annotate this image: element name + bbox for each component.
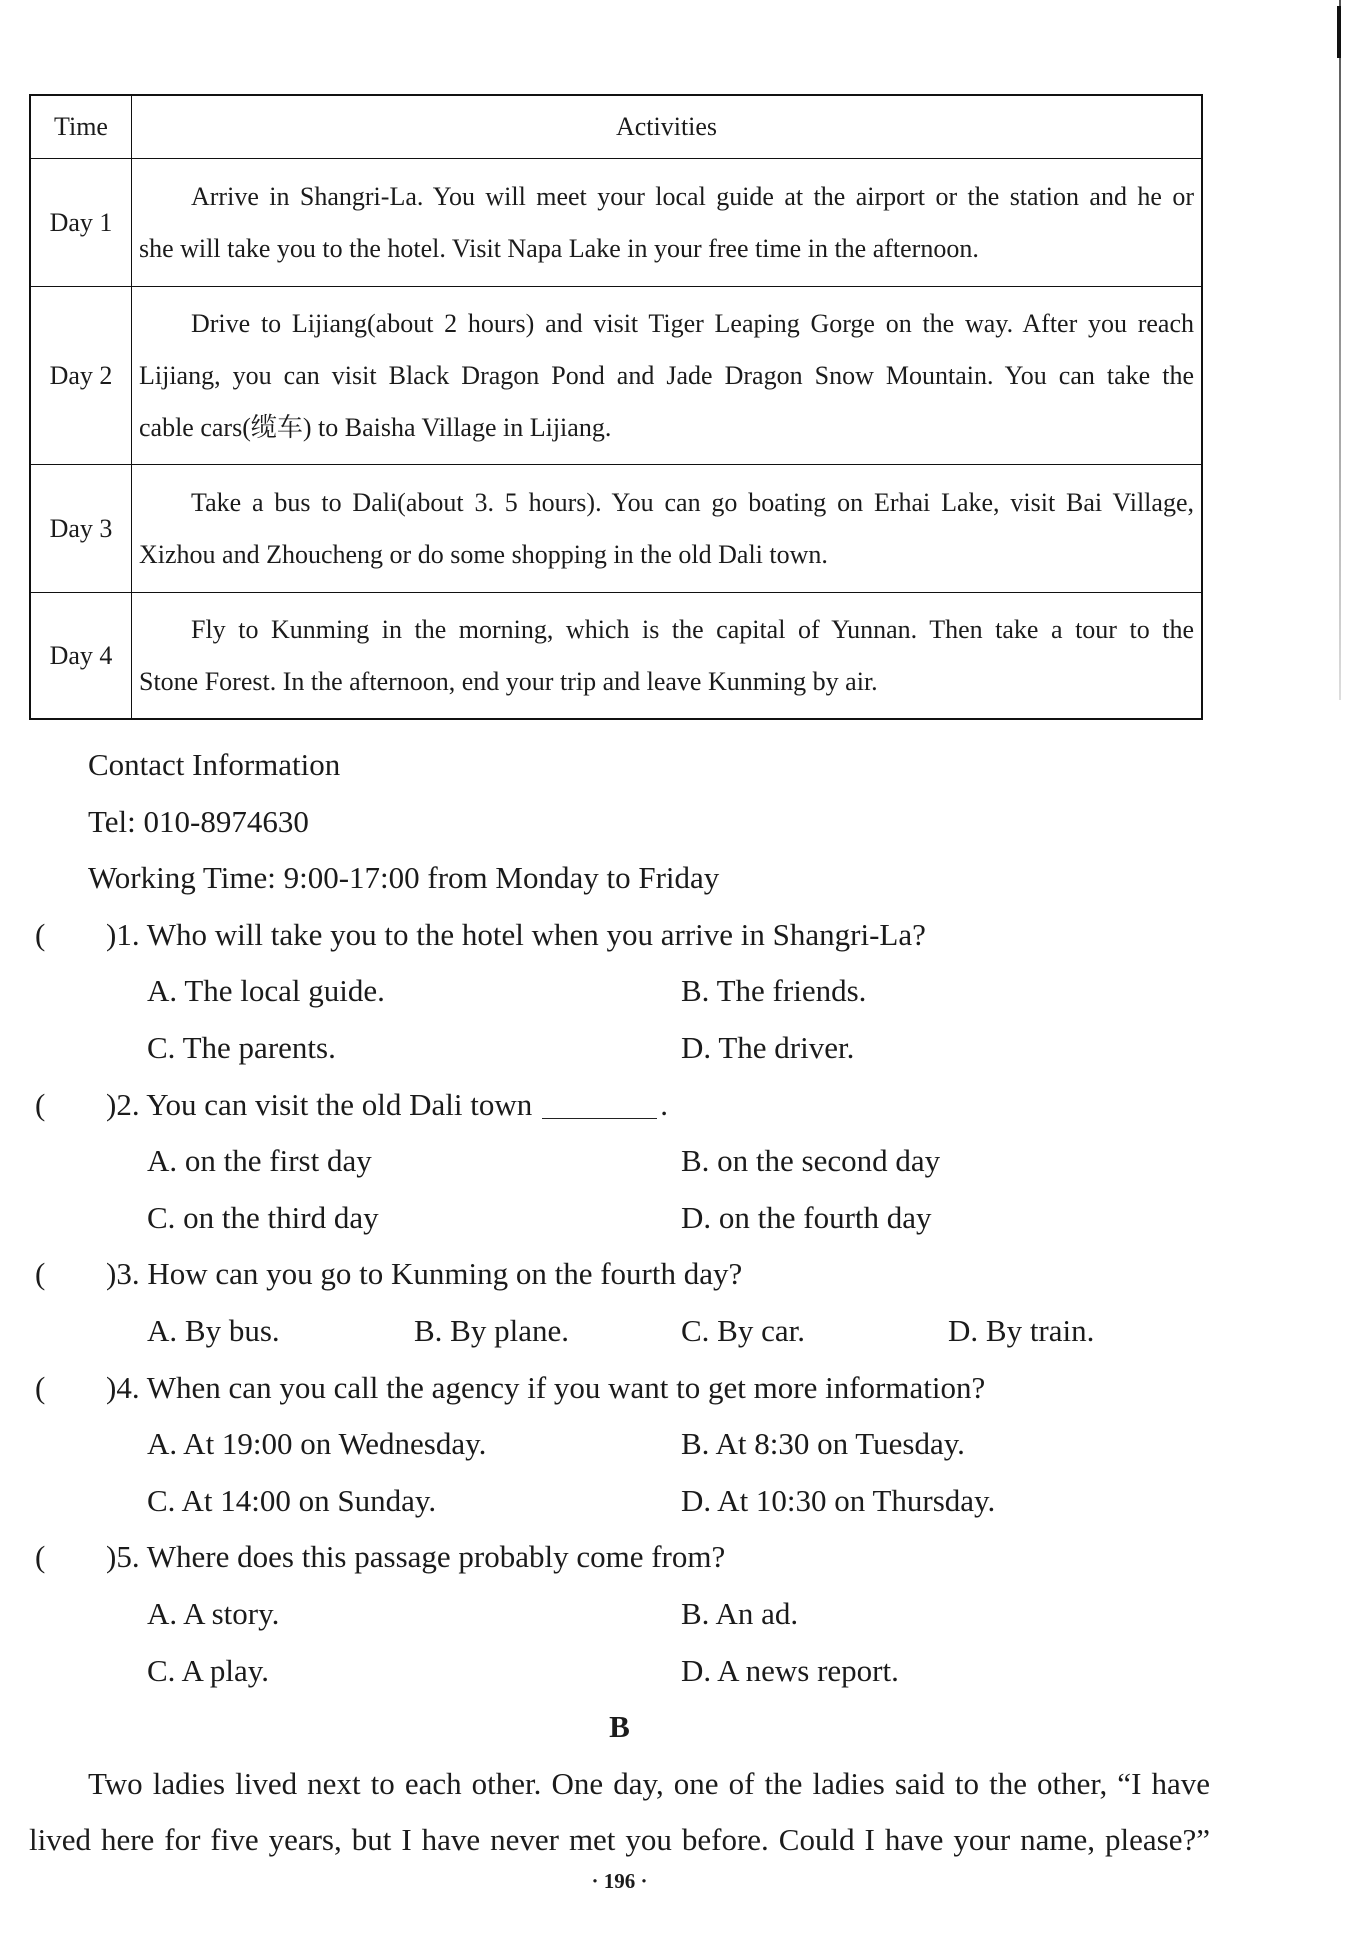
question-3-options (0, 1303, 1350, 1360)
option-d: D. on the fourth day (681, 1199, 932, 1235)
contact-tel: Tel: 010-8974630 (88, 803, 309, 839)
question-2 (0, 1077, 1350, 1134)
day-cell (31, 465, 132, 593)
passage-line-row (0, 1756, 1350, 1813)
question-5 (0, 1529, 1350, 1586)
option-b: B. At 8:30 on Tuesday. (681, 1426, 965, 1462)
answer-bracket-close: ) (106, 1256, 117, 1292)
option-a: A. A story. (147, 1595, 280, 1631)
question-line (106, 1529, 725, 1586)
activity-cell (132, 159, 1201, 287)
question-line (106, 1360, 985, 1417)
itinerary-table (29, 94, 1203, 720)
option-a: A. on the first day (147, 1143, 372, 1179)
answer-bracket-close: ) (106, 1086, 117, 1122)
day-label: Day 2 (49, 360, 113, 390)
question-5-options-ab (0, 1586, 1350, 1643)
question-5-options-cd (0, 1643, 1350, 1700)
question-stem: How can you go to Kunming on the fourth day? (147, 1256, 743, 1292)
activity-line: Xizhou and Zhoucheng or do some shopping in the old Dali town. (139, 539, 828, 569)
question-line (106, 1246, 742, 1303)
option-b: B. The friends. (681, 973, 867, 1009)
question-number: 3. (116, 1256, 140, 1292)
activities-header (132, 96, 1201, 159)
contact-title: Contact Information (88, 747, 341, 782)
question-3 (0, 1246, 1350, 1303)
answer-bracket-close: ) (106, 1369, 117, 1405)
option-c: C. At 14:00 on Sunday. (147, 1482, 437, 1518)
option-b: B. An ad. (681, 1595, 799, 1631)
question-number: 2. (116, 1086, 140, 1122)
question-stem-end: . (660, 1086, 668, 1122)
day-label: Day 3 (49, 513, 113, 543)
option-d: D. The driver. (681, 1029, 855, 1065)
question-2-options-ab (0, 1133, 1350, 1190)
activity-cell (132, 465, 1201, 593)
activity-line: Lijiang, you can visit Black Dragon Pond and Jade Dragon Snow Mountain. You can take the (139, 360, 1194, 390)
option-d: D. At 10:30 on Thursday. (681, 1482, 996, 1518)
question-line (106, 907, 926, 964)
question-4-options-cd (0, 1473, 1350, 1530)
question-2-options-cd (0, 1190, 1350, 1247)
option-a: A. At 19:00 on Wednesday. (147, 1426, 487, 1462)
question-1 (0, 907, 1350, 964)
option-b: B. By plane. (414, 1312, 569, 1348)
activities-header-label: Activities (615, 112, 718, 141)
section-b-heading-row (0, 1699, 1350, 1756)
questions-section (0, 737, 1350, 1869)
answer-blank (542, 1118, 657, 1119)
question-stem: When can you call the agency if you want to get more information? (146, 1369, 986, 1405)
activity-line: Stone Forest. In the afternoon, end your trip and leave Kunming by air. (139, 666, 878, 696)
activity-cell (132, 287, 1201, 465)
question-number: 5. (116, 1539, 140, 1575)
question-4-options-ab (0, 1416, 1350, 1473)
question-4 (0, 1360, 1350, 1417)
answer-bracket-open: ( (35, 1086, 46, 1122)
option-a: A. By bus. (147, 1312, 280, 1348)
day-label: Day 4 (49, 640, 113, 670)
time-header-label: Time (54, 112, 108, 141)
contact-working-time: Working Time: 9:00-17:00 from Monday to Friday (88, 860, 720, 896)
activity-line: she will take you to the hotel. Visit Napa Lake in your free time in the afternoon. (139, 233, 979, 263)
day-cell (31, 287, 132, 465)
activity-line: Arrive in Shangri-La. You will meet your local guide at the airport or the station and he or (191, 181, 1194, 211)
day-cell (31, 159, 132, 287)
answer-bracket-close: ) (106, 916, 117, 952)
option-c: C. A play. (147, 1652, 270, 1688)
activity-line: Drive to Lijiang(about 2 hours) and visit Tiger Leaping Gorge on the way. After you reach (191, 308, 1194, 338)
answer-bracket-open: ( (35, 916, 46, 952)
contact-title-row (0, 737, 1350, 794)
activity-line: Take a bus to Dali(about 3. 5 hours). You can go boating on Erhai Lake, visit Bai Village, (191, 487, 1194, 517)
activity-cell (132, 593, 1201, 718)
page-number: · 196 · (591, 1869, 648, 1893)
option-a: A. The local guide. (147, 973, 385, 1009)
question-1-options-ab (0, 963, 1350, 1020)
option-c: C. By car. (681, 1312, 805, 1348)
contact-working-time-row (0, 850, 1350, 907)
passage-line: lived here for five years, but I have never met you before. Could I have your name, please?” (29, 1822, 1210, 1858)
option-c: C. on the third day (147, 1199, 379, 1235)
question-stem: Where does this passage probably come from? (146, 1539, 726, 1575)
activity-line: cable cars(缆车) to Baisha Village in Lijiang. (139, 412, 612, 442)
answer-bracket-open: ( (35, 1256, 46, 1292)
answer-bracket-open: ( (35, 1369, 46, 1405)
option-b: B. on the second day (681, 1143, 941, 1179)
option-c: C. The parents. (147, 1029, 336, 1065)
question-line (106, 1077, 668, 1134)
passage-line: Two ladies lived next to each other. One day, one of the ladies said to the other, “I have (88, 1765, 1210, 1801)
question-number: 4. (116, 1369, 140, 1405)
activity-line: Fly to Kunming in the morning, which is the capital of Yunnan. Then take a tour to the (191, 614, 1194, 644)
question-1-options-cd (0, 1020, 1350, 1077)
section-heading: B (609, 1709, 630, 1745)
contact-tel-row (0, 794, 1350, 851)
question-number: 1. (116, 916, 140, 952)
question-stem: You can visit the old Dali town (146, 1086, 533, 1122)
question-stem: Who will take you to the hotel when you arrive in Shangri-La? (146, 916, 926, 952)
day-cell (31, 593, 132, 718)
answer-bracket-close: ) (106, 1539, 117, 1575)
passage-line-row (0, 1812, 1350, 1869)
binding-edge-mark (1337, 6, 1341, 58)
option-d: D. By train. (948, 1312, 1095, 1348)
day-label: Day 1 (49, 207, 113, 237)
option-d: D. A news report. (681, 1652, 899, 1688)
time-header (31, 96, 132, 159)
answer-bracket-open: ( (35, 1539, 46, 1575)
binding-edge-line (1339, 0, 1341, 700)
